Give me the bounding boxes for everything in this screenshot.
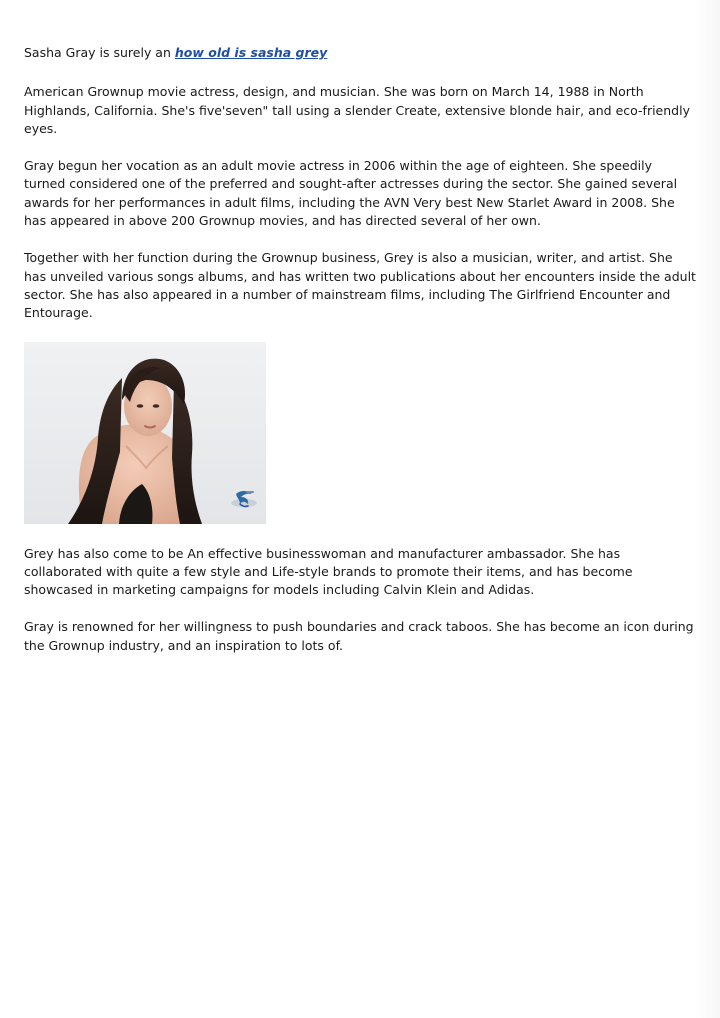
paragraph-career: Gray begun her vocation as an adult movie actress in 2006 within the age of eighteen. She speedily turned considered one of the preferred and sought-after actresses during the sector. She gained several awards for her performances in adult films, including the AVN Very best New Starlet Award in 2008. She has appeared in above 200 Grownup movies, and has directed several of her own. [24, 158, 678, 229]
portrait-illustration [24, 342, 266, 524]
page-edge-shade [694, 0, 720, 1018]
paragraph-music-writing: Together with her function during the Grownup business, Grey is also a musician, writer, and artist. She has unveiled various songs albums, and has written two publications about her encounters inside the adult sector. She has also appeared in a number of mainstream films, including The Girlfriend Encounter and Entourage. [24, 250, 696, 321]
intro-text: Sasha Gray is surely an [24, 45, 175, 60]
paragraph-business: Grey has also come to be An effective businesswoman and manufacturer ambassador. She has collaborated with quite a few style and Life-style brands to promote their items, and has become showcased in marketing campaigns for models including Calvin Klein and Adidas. [24, 545, 633, 598]
sasha-grey-age-link[interactable]: how old is sasha grey [174, 45, 328, 60]
document-body [24, 44, 696, 674]
intro-paragraph [24, 44, 696, 62]
portrait-photo [24, 342, 266, 524]
paragraph-legacy: Gray is renowned for her willingness to push boundaries and crack taboos. She has become an icon during the Grownup industry, and an inspiration to lots of. [24, 619, 694, 653]
paragraph-biography: American Grownup movie actress, design, and musician. She was born on March 14, 1988 in North Highlands, California. She's five'seven" tall using a slender Create, extensive blonde hair, and eco-friendly eyes. [24, 84, 690, 136]
